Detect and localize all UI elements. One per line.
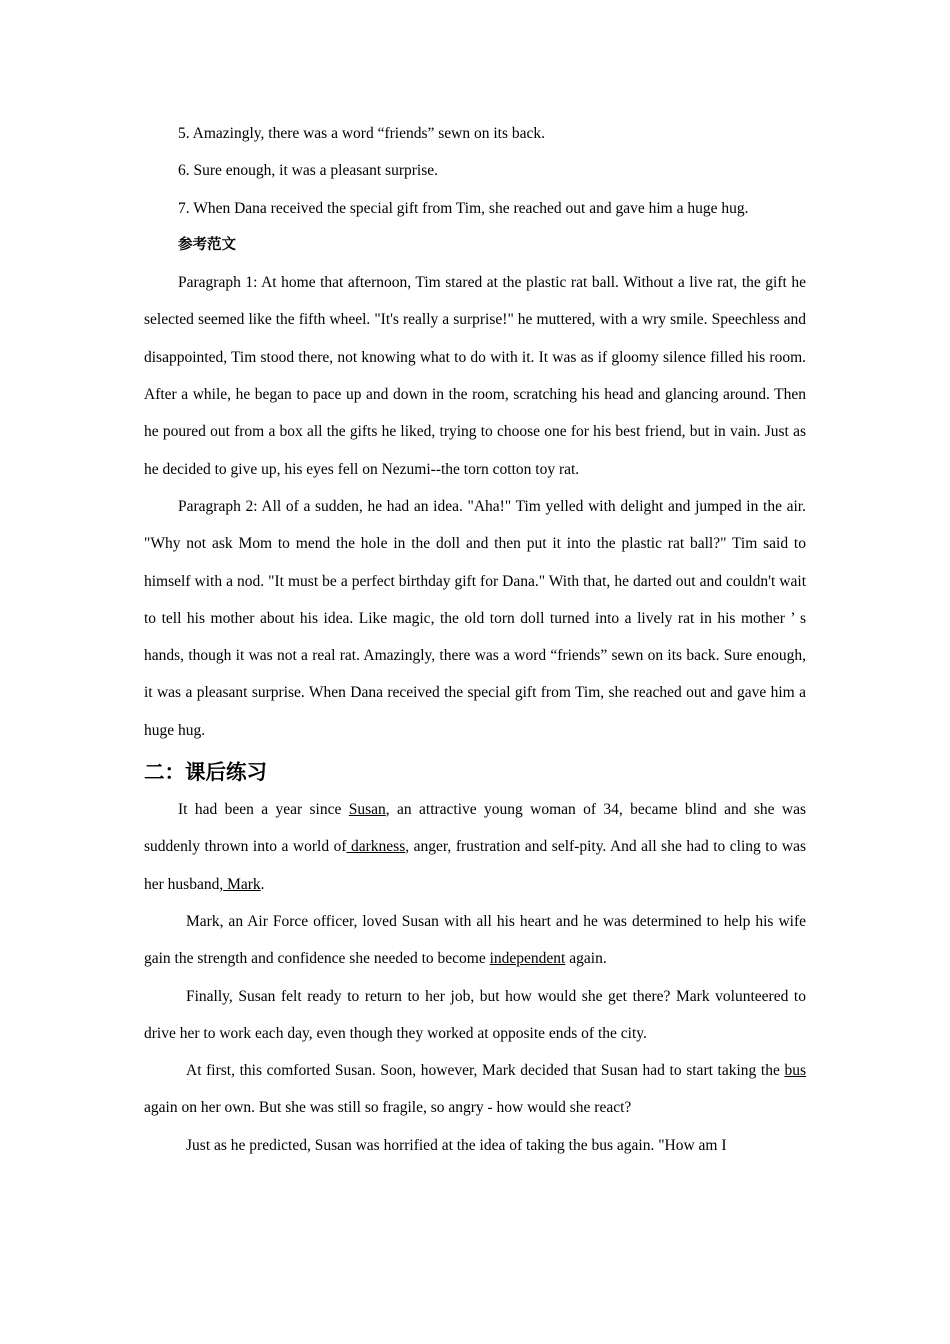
item-5: 5. Amazingly, there was a word “friends” sewn on its back. (178, 125, 546, 142)
underlined-word: bus (784, 1062, 806, 1080)
document-content (144, 115, 806, 1164)
text-run: . (260, 875, 265, 893)
sample-paragraph-2: Paragraph 2: All of a sudden, he had an idea. "Aha!" Tim yelled with delight and jumped in the air. "Why not ask Mom to mend the hole in the doll and then put it into the plastic rat ball?" Tim said to himself with a nod. "It must be a perfect birthday gift for Dana." With that, he darted out and couldn't wait to tell his mother about his idea. Like magic, the old torn doll turned into a lively rat in his mother ’ s hands, though it was not a real rat. Amazingly, there was a word “friends” sewn on its back. Sure enough, it was a pleasant surprise. When Dana received the special gift from Tim, she reached out and gave him a huge hug. (144, 497, 806, 739)
text-run: It had been a year since (178, 801, 349, 819)
sample-paragraph-1: Paragraph 1: At home that afternoon, Tim stared at the plastic rat ball. Without a live rat, the gift he selected seemed like the fifth wheel. "It's really a surprise!" he muttered, with a wry smile. Speechless and disappointed, Tim stood there, not knowing what to do with it. It was as if gloomy silence filled his room. After a while, he began to pace up and down in the room, scratching his head and glancing around. Then he poured out from a box all the gifts he liked, trying to choose one for his best friend, but in vain. Just as he decided to give up, his eyes fell on Nezumi--the torn cotton toy rat. (144, 274, 806, 478)
item-7: 7. When Dana received the special gift from Tim, she reached out and gave him a huge hug. (178, 199, 749, 217)
text-run: Mark, an Air Force officer, loved Susan with all his heart and he was determined to help his wife gain the strength and confidence she needed to become (144, 912, 806, 968)
sample-essay-heading: 参考范文 (178, 236, 236, 253)
text-run: again. (565, 950, 607, 968)
text-run: , an attractive young woman of 34, became blind and she was suddenly thrown into a world of (144, 801, 806, 856)
text-run: again on her own. But she was still so fragile, so angry - how would she react? (144, 1099, 632, 1117)
story-paragraph-5: Just as he predicted, Susan was horrified at the idea of taking the bus again. "How am I (186, 1136, 727, 1154)
section-heading: 二：课后练习 (144, 760, 267, 785)
underlined-word: Susan (348, 801, 386, 819)
text-run: , anger, frustration and self-pity. And all she had to cling to was her husband, (144, 838, 806, 893)
underlined-word: independent (489, 950, 566, 968)
underlined-word: Mark (223, 875, 261, 893)
text-run: At first, this comforted Susan. Soon, however, Mark decided that Susan had to start taking the (186, 1062, 785, 1080)
story-paragraph-3: Finally, Susan felt ready to return to her job, but how would she get there? Mark volunteered to drive her to work each day, even though they worked at opposite ends of the city. (144, 987, 806, 1042)
underlined-word: darkness (346, 838, 406, 856)
story-paragraph-2 (144, 903, 806, 978)
item-6: 6. Sure enough, it was a pleasant surprise. (178, 162, 438, 180)
story-paragraph-4 (144, 1052, 806, 1127)
story-paragraph-1 (144, 791, 806, 903)
